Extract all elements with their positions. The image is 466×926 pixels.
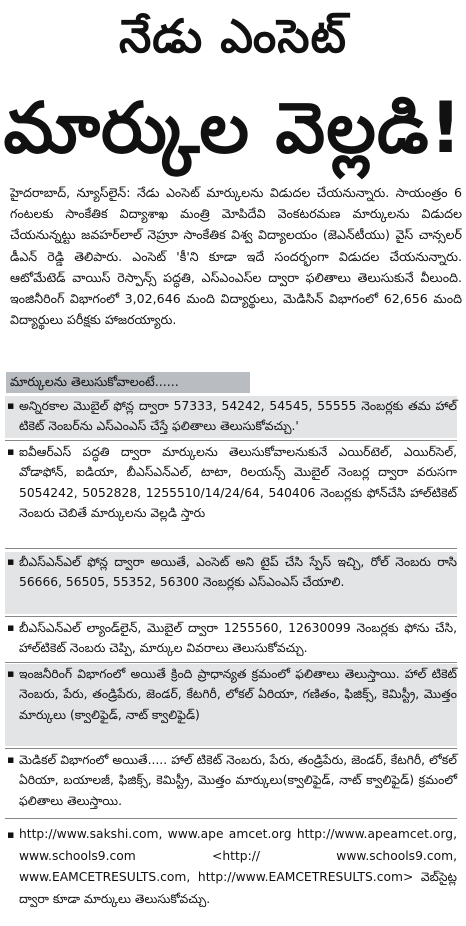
list-item-text: బీఎస్ఎన్ఎల్ ఫోన్ల ద్వారా అయితే, ఎంసెట్ అని టైప్ చేసి స్పేస్ ఇచ్చి, రోల్ నెంబరు రాసి 56666, 56505, 55352, 56300 నెంబర్లకు ఎస్ఎంఎస్ చేయాలి. <box>19 555 457 590</box>
bullet-icon: ▪ <box>7 667 15 680</box>
list-item-text: ఇంజనీరింగ్ విభాగంలో అయితే క్రింది ప్రాధాన్యత క్రమంలో ఫలితాలు తెలుస్తాయి. హాల్ టికెట్ నెంబరు, పేరు, తండ్రిపేరు, జెండర్, కేటగిరీ, లోకల్ ఏరియా, గణితం, ఫిజిక్స్, కెమిస్ట్రీ, మొత్తం మార్కులు (క్వాలిఫైడ్, నాట్ క్వాలిఫైడ్) <box>19 667 457 722</box>
headline-line-1: నేడు ఎంసెట్ <box>118 9 348 63</box>
intro-paragraph <box>10 182 462 330</box>
bullet-icon: ▪ <box>7 753 15 766</box>
website-list-text: http://www.sakshi.com, www.ape amcet.org http://www.apeamcet.org, www.schools9.com <http:// www.schools9.com, www.EAMCETRESULTS.com, http://www.EAMCETRESULTS.com> వెబ్‌సైట్ల ద్వారా కూడా మార్కులు తెలుసుకోవచ్చు. <box>19 827 457 906</box>
divider <box>5 548 457 549</box>
subhead: మార్కులను తెలుసుకోవాలంటే...... <box>10 374 179 389</box>
list-item <box>5 750 457 814</box>
list-item-text: ఐవీఆర్ఎస్ పద్ధతి ద్వారా మార్కులను తెలుసుకోవాలనుకునే ఎయిర్‌టెల్, ఎయిర్‌సెల్, వోడాఫోన్, ఐడియా, బీఎస్ఎన్ఎల్, టాటా, రిలయన్స్ మొబైల్ నెంబర్ల ద్వారా వరుసగా 5054242, 5052828, 1255510/14/24/64, 540406 నెంబర్లకు ఫోన్‌చేసి హాల్‌టికెట్ నెంబరు చెబితే మార్కులను వెల్లడి స్తారు <box>19 445 457 521</box>
headline-line-2: మార్కుల వెల్లడి! <box>3 87 463 169</box>
list-item-text: బీఎస్ఎన్ఎల్ ల్యాండ్‌లైన్, మొబైల్ ద్వారా 1255560, 12630099 నెంబర్లకు ఫోను చేసి, హాల్‌టికెట్ నెంబరు చెప్పి, మార్కుల వివరాలు తెలుసుకోవచ్చు. <box>19 621 457 656</box>
list-item <box>5 664 457 746</box>
list-item <box>5 442 457 544</box>
divider <box>5 748 457 749</box>
intro-text: హైదరాబాద్, న్యూస్‌లైన్: నేడు ఎంసెట్ మార్కులను విడుదల చేయనున్నారు. సాయంత్రం 6 గంటలకు సాంకేతిక విద్యాశాఖ మంత్రి మోపిదేవి వెంకటరమణ మార్కులను విడుదల చేయనున్నట్టు జవహర్‌లాల్ నెహ్రూ సాంకేతిక విశ్వ విద్యాలయం (జెఎన్‌టీయు) వైస్ చాన్సలర్ డీఎన్ రెడ్డి తెలిపారు. ఎంసెట్ 'కీ'ని కూడా ఇదే సందర్భంగా విడుదల చేయనున్నారు. ఆటోమేటెడ్ వాయిస్ రెస్పాన్స్ పద్ధతి, ఎస్ఎంఎస్‌ల ద్వారా ఫలితాలు తెలుసుకునే వీలుంది. ఇంజినీరింగ్ విభాగంలో 3,02,646 మంది విద్యార్థులు, మెడిసిన్ విభాగంలో 62,656 మంది విద్యార్థులు పరీక్షకు హాజరయ్యారు. <box>10 185 462 328</box>
bullet-icon: ▪ <box>7 445 15 458</box>
bullet-icon: ▪ <box>7 828 15 841</box>
website-list <box>5 824 457 910</box>
bullet-icon: ▪ <box>7 621 15 634</box>
list-item <box>5 618 457 660</box>
list-item-text: అన్నిరకాల మొబైల్ ఫోన్ల ద్వారా 57333, 54242, 54545, 55555 నెంబర్లకు తమ హాల్ టికెట్ నెంబర్‌ను ఎస్ఎంఎస్ చేస్తే ఫలితాలు తెలుసుకోవచ్చు.' <box>19 399 457 434</box>
divider <box>5 440 457 441</box>
bullet-icon: ▪ <box>7 555 15 568</box>
list-item-text: మెడికల్ విభాగంలో అయితే..... హాల్ టికెట్ నెంబరు, పేరు, తండ్రిపేరు, జెండర్, కేటగిరీ, లోకల్ ఏరియా, బయాలజీ, ఫిజిక్స్, కెమిస్ట్రీ, మొత్తం మార్కులు(క్వాలిఫైడ్, నాట్ క్వాలిఫైడ్) క్రమంలో ఫలితాలు తెలుస్తాయి. <box>19 753 457 808</box>
divider <box>5 616 457 617</box>
divider <box>5 662 457 663</box>
bullet-icon: ▪ <box>7 399 15 412</box>
divider <box>5 818 457 819</box>
list-item <box>5 552 457 614</box>
list-item <box>5 396 457 438</box>
